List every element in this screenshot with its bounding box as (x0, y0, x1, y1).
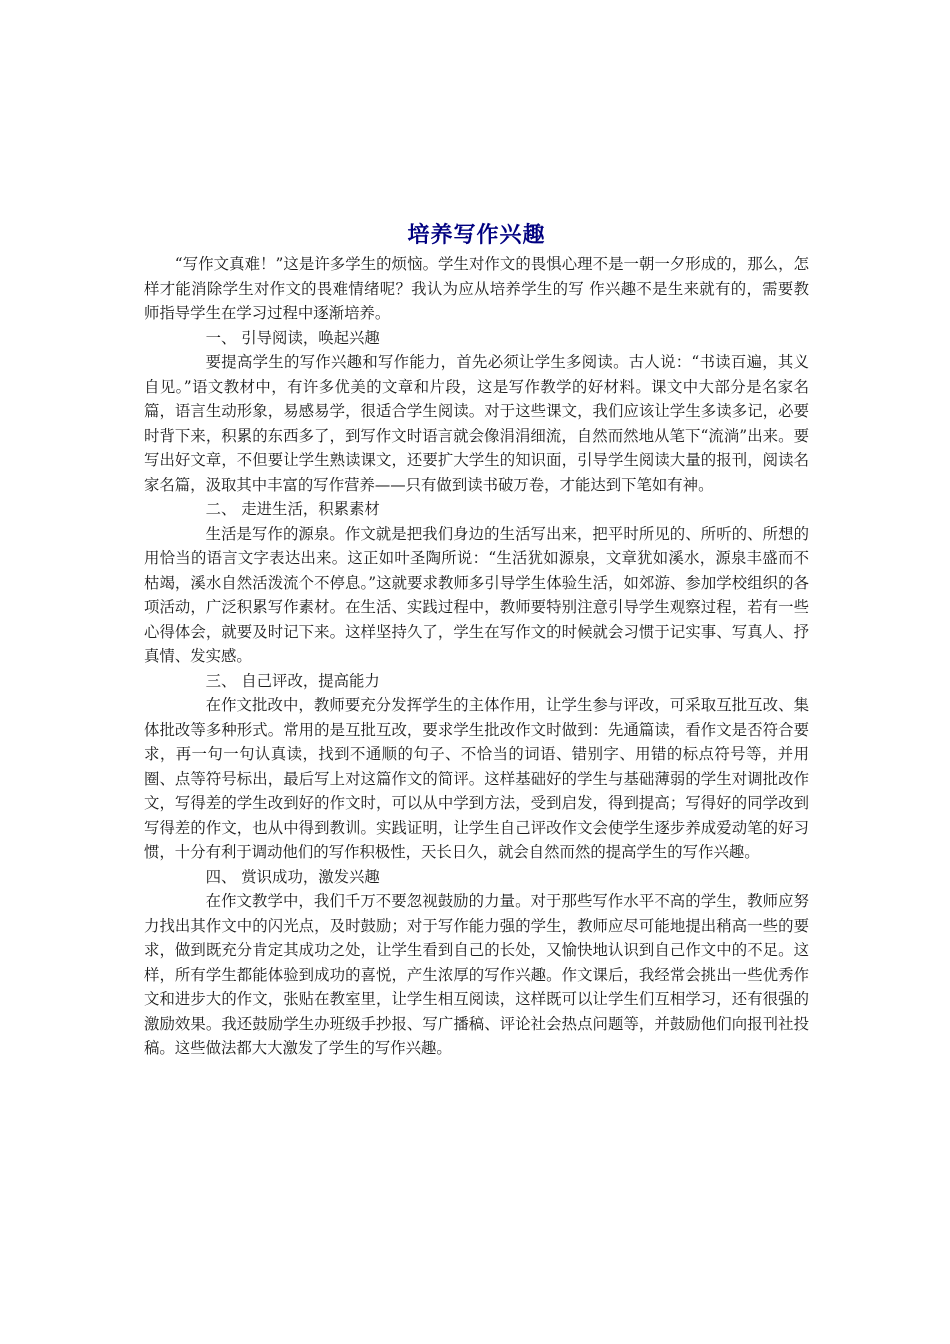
section-heading: 四、 赏识成功，激发兴趣 (205, 867, 380, 886)
section-body: 生活是写作的源泉。作文就是把我们身边的生活写出来，把平时所见的、所听的、所想的用恰当的语言文字表达出来。这正如叶圣陶所说：“生活犹如源泉，文章犹如溪水，源泉丰盛而不枯竭，溪水自然活泼流个不停息。”这就要求教师多引导学生体验生活，如郊游、参加学校组织的各项活动，广泛积累写作素材。在生活、实践过程中，教师要特别注意引导学生观察过程，若有一些心得体会，就要及时记下来。这样坚持久了，学生在写作文的时候就会习惯于记实事、写真人、抒真情、发实感。 (144, 524, 809, 665)
section-body: 在作文批改中，教师要充分发挥学生的主体作用，让学生参与评改，可采取互批互改、集体批改等多种形式。常用的是互批互改，要求学生批改作文时做到：先通篇读，看作文是否符合要求，再一句一句认真读，找到不通顺的句子、不恰当的词语、错别字、用错的标点符号等，并用圈、点等符号标出，最后写上对这篇作文的简评。这样基础好的学生与基础薄弱的学生对调批改作文，写得差的学生改到好的作文时，可以从中学到方法，受到启发，得到提高；写得好的同学改到写得差的作文，也从中得到教训。实践证明，让学生自己评改作文会使学生逐步养成爱动笔的好习惯，十分有利于调动他们的写作积极性，天长日久，就会自然而然的提高学生的写作兴趣。 (144, 696, 809, 861)
section-heading: 二、 走进生活，积累素材 (205, 500, 380, 518)
document-page (144, 220, 809, 1061)
section-heading: 一、 引导阅读，唤起兴趣 (205, 328, 380, 347)
section-body: 要提高学生的写作兴趣和写作能力，首先必须让学生多阅读。古人说：“书读百遍，其义自见。”语文教材中，有许多优美的文章和片段，这是写作教学的好材料。课文中大部分是名家名篇，语言生动形象，易感易学，很适合学生阅读。对于这些课文，我们应该让学生多读多记，必要时背下来，积累的东西多了，到写作文时语言就会像涓涓细流，自然而然地从笔下“流淌”出来。要写出好文章，不但要让学生熟读课文，还要扩大学生的知识面，引导学生阅读大量的报刊，阅读名家名篇，汲取其中丰富的写作营养——只有做到读书破万卷，才能达到下笔如有神。 (144, 353, 809, 494)
page-title: 培养写作兴趣 (407, 222, 546, 248)
intro-paragraph: “写作文真难！”这是许多学生的烦恼。学生对作文的畏惧心理不是一朝一夕形成的，那么，怎样才能消除学生对作文的畏难情绪呢？我认为应从培养学生的写 作兴趣不是生来就有的，需要教师指导学生在学习过程中逐渐培养。 (144, 255, 809, 322)
section-heading: 三、 自己评改，提高能力 (205, 671, 380, 690)
section-body: 在作文教学中，我们千万不要忽视鼓励的力量。对于那些写作水平不高的学生，教师应努力找出其作文中的闪光点，及时鼓励；对于写作能力强的学生，教师应尽可能地提出稍高一些的要求，做到既充分肯定其成功之处，让学生看到自己的长处，又愉快地认识到自己作文中的不足。这样，所有学生都能体验到成功的喜悦，产生浓厚的写作兴趣。作文课后，我经常会挑出一些优秀作文和进步大的作文，张贴在教室里，让学生相互阅读，这样既可以让学生们互相学习，还有很强的激励效果。我还鼓励学生办班级手抄报、写广播稿、评论社会热点问题等，并鼓励他们向报刊社投稿。这些做法都大大激发了学生的写作兴趣。 (144, 892, 809, 1057)
